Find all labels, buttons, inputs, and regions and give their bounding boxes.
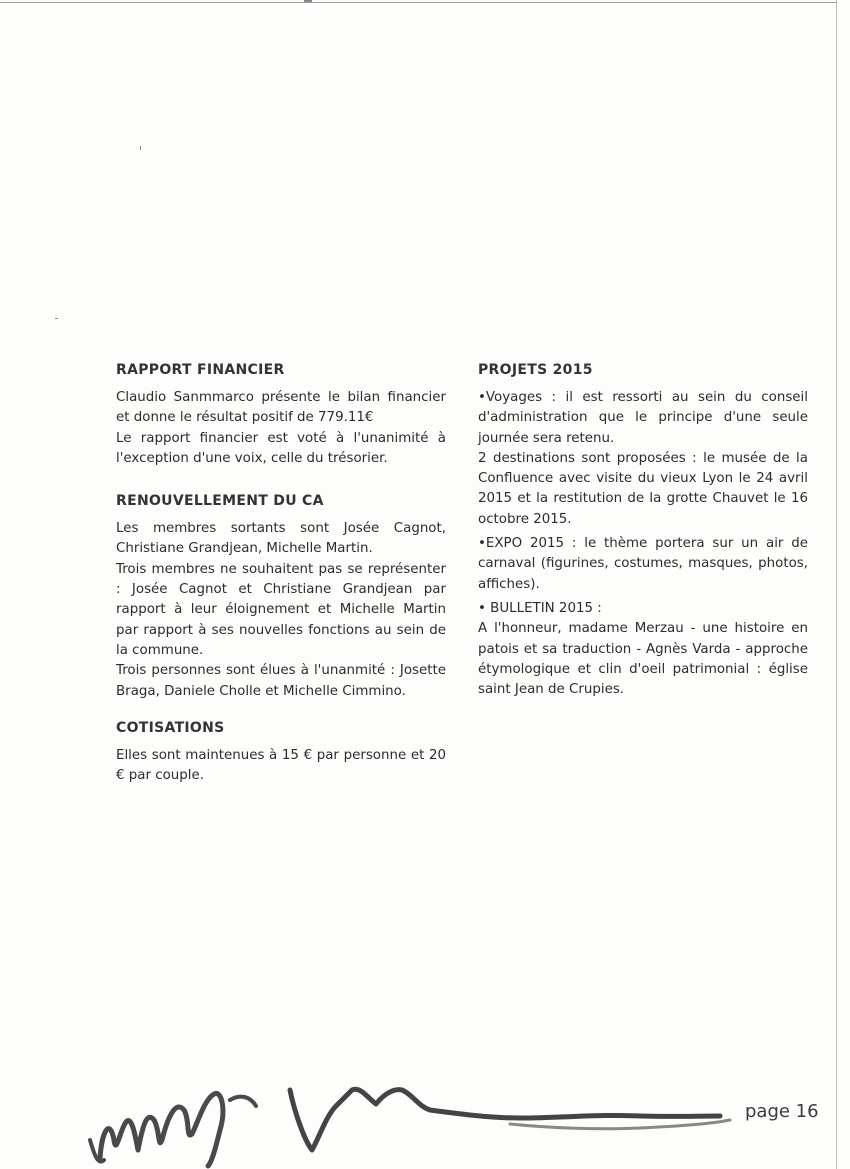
cotisations-heading: COTISATIONS	[116, 719, 225, 736]
renouvellement-paragraph-1: Les membres sortants sont Josée Cagnot, Christiane Grandjean, Michelle Martin.	[116, 521, 446, 557]
projets-bulletin-text: A l'honneur, madame Merzau - une histoire en patois et sa traduction - Agnès Varda - approche étymologique et clin d'oeil patrimonial : église saint Jean de Crupies.	[478, 621, 808, 698]
right-column	[478, 360, 808, 700]
projets-voyages: •Voyages : il est ressorti au sein du conseil d'administration que le principe d'une seule journée sera retenu.	[478, 390, 808, 446]
page-top-edge	[0, 2, 836, 3]
projets-expo: •EXPO 2015 : le thème portera sur un air de carnaval (figurines, costumes, masques, photos, affiches).	[478, 536, 808, 592]
scan-speck	[55, 318, 58, 319]
cotisations-section	[116, 718, 446, 787]
left-column	[116, 360, 446, 786]
cotisations-paragraph: Elles sont maintenues à 15 € par personne et 20 € par couple.	[116, 747, 446, 784]
scan-speck	[304, 0, 312, 2]
projets-bulletin-title: • BULLETIN 2015 :	[478, 600, 602, 616]
scan-speck	[140, 146, 141, 150]
projets-heading: PROJETS 2015	[478, 362, 593, 378]
renouvellement-paragraph-2: Trois membres ne souhaitent pas se représenter : Josée Cagnot et Christiane Grandjean par rapport à leur éloignement et Michelle Martin par rapport à ses nouvelles fonctions au sein de la commune.	[116, 561, 446, 658]
rapport-financier-section	[116, 360, 446, 469]
renouvellement-section	[116, 491, 446, 702]
rapport-financier-heading: RAPPORT FINANCIER	[116, 362, 285, 378]
projets-section	[478, 360, 808, 700]
page-right-edge	[836, 0, 837, 1169]
page-number: page 16	[745, 1101, 819, 1122]
rapport-financier-paragraph-2: Le rapport financier est voté à l'unanimité à l'exception d'une voix, celle du trésorier.	[116, 430, 446, 466]
renouvellement-paragraph-3: Trois personnes sont élues à l'unanmité : Josette Braga, Daniele Cholle et Michelle Cimmino.	[116, 663, 446, 699]
renouvellement-heading: RENOUVELLEMENT DU CA	[116, 493, 324, 510]
rapport-financier-paragraph-1: Claudio Sanmmarco présente le bilan financier et donne le résultat positif de 779.11€	[116, 390, 446, 426]
projets-destinations: 2 destinations sont proposées : le musée de la Confluence avec visite du vieux Lyon le 24 avril 2015 et la restitution de la grotte Chauvet le 16 octobre 2015.	[478, 450, 808, 527]
handwritten-signature	[80, 1070, 740, 1169]
